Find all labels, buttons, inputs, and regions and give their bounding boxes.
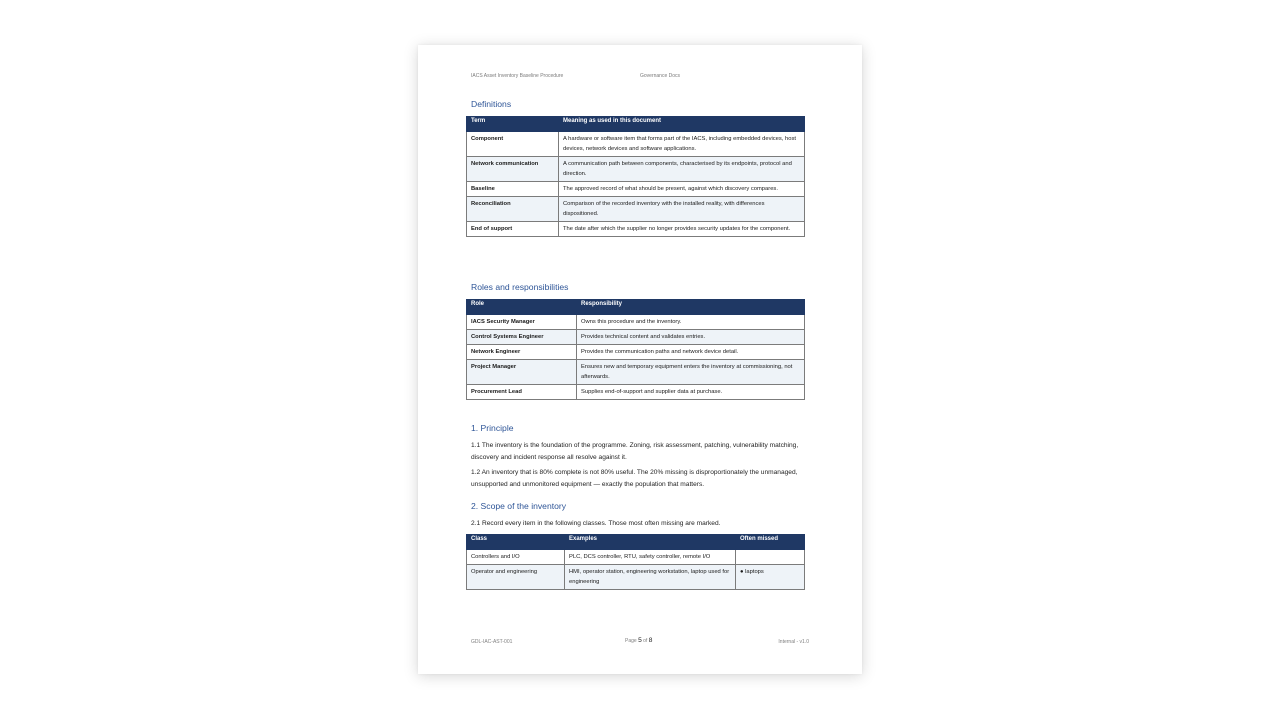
column-header-meaning: Meaning as used in this document [559,117,805,132]
responsibility-cell: Supplies end-of-support and supplier data at purchase. [577,385,805,400]
footer-doc-id: GDL-IAC-AST-001 [471,639,513,645]
footer-classification: Internal - v1.0 [778,639,809,645]
table-row [467,222,805,237]
scope-paragraph-1: 2.1 Record every item in the following classes. Those most often missing are marked. [471,520,721,527]
document-page [418,45,862,674]
scope-table [466,534,805,590]
examples-cell: HMI, operator station, engineering workstation, laptop used for engineering [565,565,736,590]
column-header-class: Class [467,535,565,550]
column-header-role: Role [467,300,577,315]
term-cell: Network communication [467,157,559,182]
table-row [467,550,805,565]
table-row [467,345,805,360]
page-label: Page [625,638,637,644]
principle-paragraph-2: 1.2 An inventory that is 80% complete is not 80% useful. The 20% missing is disproportionately the unmanaged, unsupported and unmonitored equipment — exactly the population that matters. [471,469,798,488]
table-header-row [467,117,805,132]
responsibility-cell: Ensures new and temporary equipment enters the inventory at commissioning, not afterwards. [577,360,805,385]
footer-page-number [625,637,652,644]
header-section: Governance Docs [640,73,681,79]
table-row [467,132,805,157]
column-header-examples: Examples [565,535,736,550]
responsibility-cell: Owns this procedure and the inventory. [577,315,805,330]
term-cell: Component [467,132,559,157]
table-row [467,197,805,222]
column-header-often-missed: Often missed [736,535,805,550]
roles-table [466,299,805,400]
definitions-table [466,116,805,237]
term-cell: End of support [467,222,559,237]
definitions-heading: Definitions [471,99,512,109]
term-cell: Baseline [467,182,559,197]
meaning-cell: The date after which the supplier no longer provides security updates for the component. [559,222,805,237]
page-of-label: of [643,638,648,644]
table-row [467,385,805,400]
role-cell: Network Engineer [467,345,577,360]
role-cell: Procurement Lead [467,385,577,400]
examples-cell: PLC, DCS controller, RTU, safety controller, remote I/O [565,550,736,565]
table-header-row [467,300,805,315]
table-row [467,182,805,197]
often-missed-cell: ● laptops [736,565,805,590]
meaning-cell: A communication path between components, characterised by its endpoints, protocol and direction. [559,157,805,182]
principle-heading: 1. Principle [471,423,514,433]
class-cell: Operator and engineering [467,565,565,590]
class-cell: Controllers and I/O [467,550,565,565]
responsibility-cell: Provides the communication paths and network device detail. [577,345,805,360]
table-row [467,360,805,385]
roles-heading: Roles and responsibilities [471,282,569,292]
term-cell: Reconciliation [467,197,559,222]
scope-heading: 2. Scope of the inventory [471,501,567,511]
meaning-cell: The approved record of what should be present, against which discovery compares. [559,182,805,197]
role-cell: Control Systems Engineer [467,330,577,345]
table-row [467,565,805,590]
column-header-responsibility: Responsibility [577,300,805,315]
role-cell: IACS Security Manager [467,315,577,330]
table-row [467,330,805,345]
table-header-row [467,535,805,550]
meaning-cell: A hardware or software item that forms part of the IACS, including embedded devices, host devices, network devices and software applications. [559,132,805,157]
role-cell: Project Manager [467,360,577,385]
column-header-term: Term [467,117,559,132]
principle-paragraph-1: 1.1 The inventory is the foundation of the programme. Zoning, risk assessment, patching, vulnerability matching, discovery and incident response all resolve against it. [471,442,799,461]
often-missed-cell [736,550,805,565]
page-total: 8 [648,637,653,644]
header-doc-title: IACS Asset Inventory Baseline Procedure [471,73,564,79]
meaning-cell: Comparison of the recorded inventory with the installed reality, with differences dispositioned. [559,197,805,222]
responsibility-cell: Provides technical content and validates entries. [577,330,805,345]
table-row [467,157,805,182]
page-current: 5 [638,637,642,644]
table-row [467,315,805,330]
